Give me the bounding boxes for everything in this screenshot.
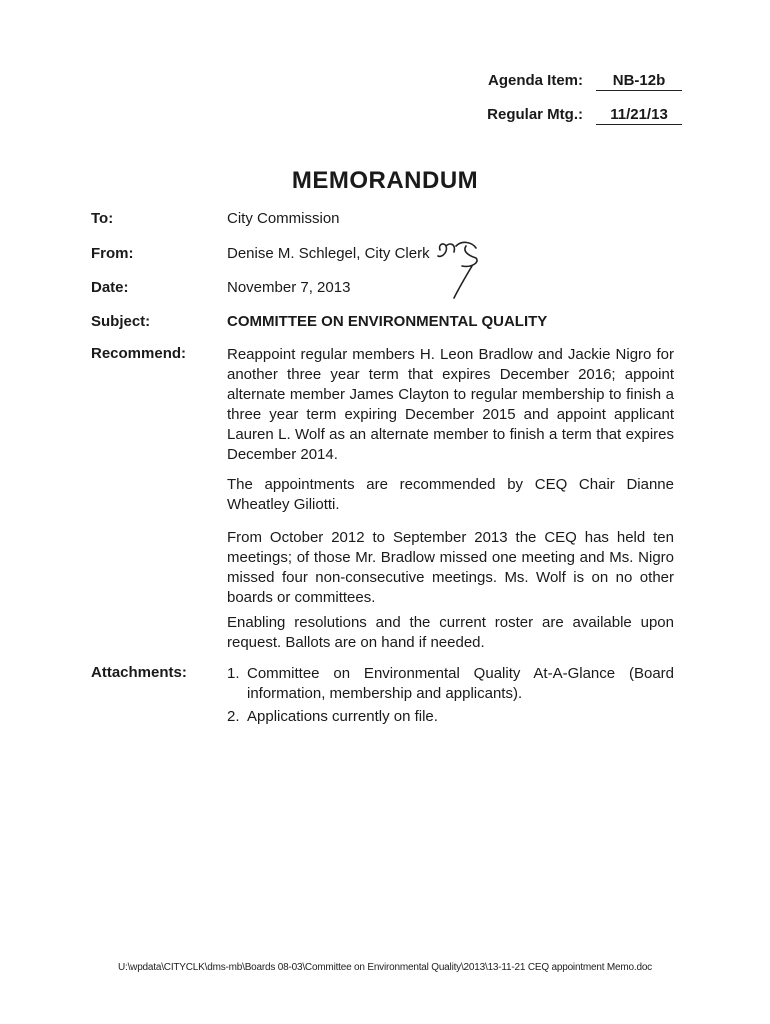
recommend-paragraph: Enabling resolutions and the current roster are available upon request. Ballots are on hand if needed. — [227, 614, 674, 651]
agenda-item-row — [0, 72, 770, 94]
from-label: From: — [91, 245, 134, 262]
agenda-item-value: NB-12b — [596, 72, 682, 91]
recommend-paragraph: From October 2012 to September 2013 the CEQ has held ten meetings; of those Mr. Bradlow missed one meeting and Ms. Nigro missed four non-consecutive meetings. Ms. Wolf is on no other boards or committees. — [227, 529, 674, 606]
to-value: City Commission — [227, 210, 340, 227]
recommend-label: Recommend: — [91, 345, 187, 362]
subject-value: COMMITTEE ON ENVIRONMENTAL QUALITY — [227, 313, 548, 330]
agenda-item-label: Agenda Item: — [487, 72, 583, 89]
memo-title: MEMORANDUM — [291, 167, 479, 194]
from-value: Denise M. Schlegel, City Clerk — [227, 245, 430, 262]
attachment-text: Applications currently on file. — [247, 708, 438, 725]
attachment-text: Committee on Environmental Quality At-A-Glance (Board information, membership and applicants). — [247, 665, 674, 702]
regular-meeting-value: 11/21/13 — [596, 106, 682, 125]
file-path-footer: U:\wpdata\CITYCLK\dms-mb\Boards 08-03\Committee on Environmental Quality\2013\13-11-21 CEQ appointment Memo.doc — [118, 962, 652, 973]
to-label: To: — [91, 210, 114, 227]
subject-label: Subject: — [91, 313, 151, 330]
recommend-paragraph: The appointments are recommended by CEQ Chair Dianne Wheatley Giliotti. — [227, 476, 674, 513]
regular-meeting-row — [0, 106, 770, 128]
regular-meeting-label: Regular Mtg.: — [487, 106, 583, 123]
recommend-paragraph: Reappoint regular members H. Leon Bradlow and Jackie Nigro for another three year term that expires December 2016; appoint alternate member James Clayton to regular membership to finish a three year term expiring December 2015 and appoint applicant Lauren L. Wolf as an alternate member to finish a term that expires December 2014. — [227, 346, 674, 463]
attachments-label: Attachments: — [91, 664, 187, 681]
date-label: Date: — [91, 279, 129, 296]
attachment-number: 2. — [227, 708, 240, 725]
date-value: November 7, 2013 — [227, 279, 351, 296]
attachment-number: 1. — [227, 665, 240, 682]
